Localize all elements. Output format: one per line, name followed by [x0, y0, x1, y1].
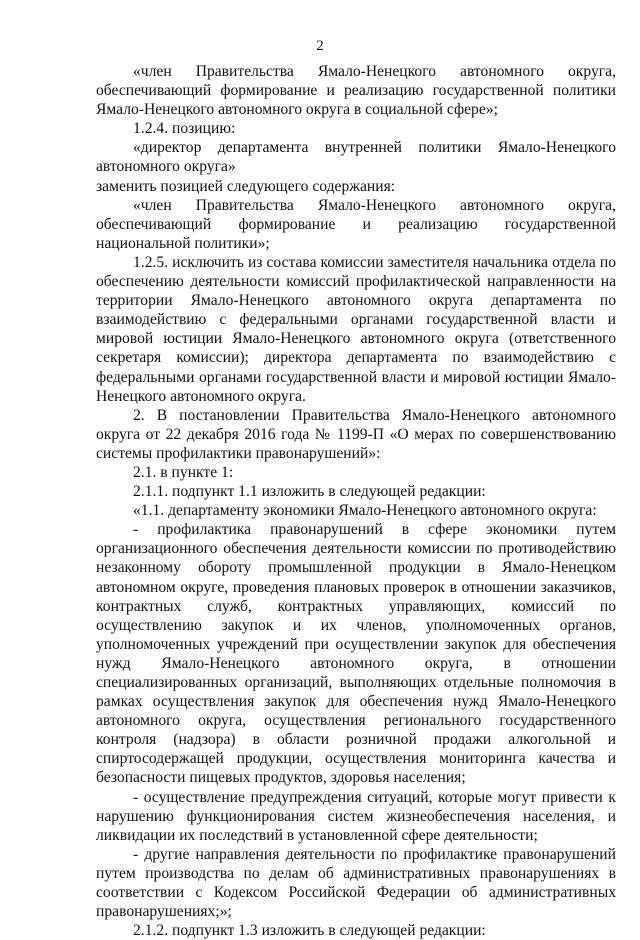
paragraph: 2.1.1. подпункт 1.1 изложить в следующей редакции:: [133, 483, 486, 501]
paragraph: - осуществление предупреждения ситуаций, которые могут привести к нарушению функционирования систем жизнеобеспечения населения, и ликвидации их последствий в установленной сфере деятельности;: [96, 788, 616, 844]
paragraph: - профилактика правонарушений в сфере экономики путем организационного обеспечения деятельности комиссии по противодействию незаконному обороту промышленной продукции в Ямало-Ненецком автономном округе, проведения плановых проверок в отношении заказчиков, контрактных служб, контрактных управляющих, комиссий по осуществлению закупок и их членов, уполномоченных органов, уполномоченных учреждений при осуществлении закупок для обеспечения нужд Ямало-Ненецкого автономного округа, в отношении специализированных организаций, выполняющих отдельные полномочия в рамках осуществления закупок для обеспечения нужд Ямало-Ненецкого автономного округа, осуществления регионального государственного контроля (надзора) в области розничной продажи алкогольной и спиртосодержащей продукции, осуществления мониторинга качества и безопасности пищевых продуктов, здоровья населения;: [96, 521, 616, 787]
paragraph: 1.2.4. позицию:: [133, 120, 236, 138]
paragraph: «1.1. департаменту экономики Ямало-Ненецкого автономного округа:: [133, 502, 597, 520]
page-number: 2: [316, 38, 324, 54]
paragraph: заменить позицией следующего содержания:: [96, 177, 396, 195]
paragraph: «член Правительства Ямало-Ненецкого автономного округа, обеспечивающий формирование и реализацию государственной политики Ямало-Ненецкого автономного округа в социальной сфере»;: [96, 63, 616, 119]
paragraph: 2. В постановлении Правительства Ямало-Ненецкого автономного округа от 22 декабря 2016 года № 1199-П «О мерах по совершенствованию системы профилактики правонарушений»:: [96, 406, 616, 462]
paragraph: 2.1. в пункте 1:: [133, 463, 234, 481]
paragraph: - другие направления деятельности по профилактике правонарушений путем производства по делам об административных правонарушениях в соответствии с Кодексом Российской Федерации об административных правонарушениях;»;: [96, 845, 616, 921]
paragraph: «директор департамента внутренней политики Ямало-Ненецкого автономного округа»: [96, 139, 616, 176]
document-body: [96, 62, 616, 940]
paragraph: 2.1.2. подпункт 1.3 изложить в следующей редакции:: [133, 922, 486, 940]
paragraph: «член Правительства Ямало-Ненецкого автономного округа, обеспечивающий формирование и реализацию государственной национальной политики»;: [96, 196, 616, 252]
paragraph: 1.2.5. исключить из состава комиссии заместителя начальника отдела по обеспечению деятельности комиссий профилактической направленности на территории Ямало-Ненецкого автономного округа департамента по взаимодействию с федеральными органами государственной власти и мировой юстиции Ямало-Ненецкого автономного округа (ответственного секретаря комиссии); директора департамента по взаимодействию с федеральными органами государственной власти и мировой юстиции Ямало-Ненецкого автономного округа.: [96, 253, 616, 405]
